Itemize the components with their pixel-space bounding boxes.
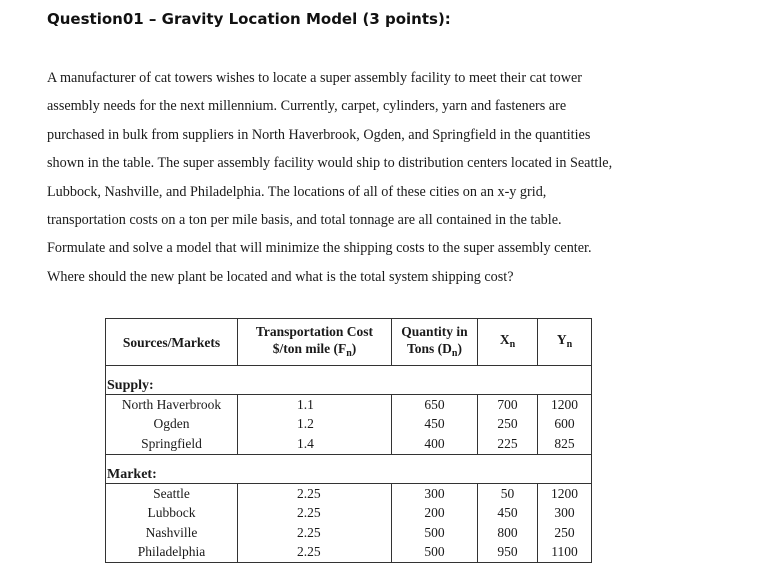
data-table <box>105 318 592 563</box>
qty-cell: 500 <box>392 523 478 543</box>
x-cell: 800 <box>478 523 538 543</box>
supply-label: Supply: <box>106 366 592 395</box>
problem-statement <box>47 64 687 291</box>
header-quantity: Quantity in Tons $(D_n)$ <box>392 319 478 366</box>
problem-line: purchased in bulk from suppliers in North Haverbrook, Ogden, and Springfield in the quantities <box>47 126 591 143</box>
market-name: Seattle <box>106 483 238 503</box>
question-title: Question01 – Gravity Location Model (3 points): <box>47 10 451 28</box>
table-row <box>106 543 592 563</box>
cost-cell: 2.25 <box>238 543 392 563</box>
market-label: Market: <box>106 454 592 483</box>
x-cell: 700 <box>478 395 538 415</box>
x-cell: 450 <box>478 503 538 523</box>
x-cell: 50 <box>478 483 538 503</box>
source-name: North Haverbrook <box>106 395 238 415</box>
problem-line: Lubbock, Nashville, and Philadelphia. The locations of all of these cities on an x-y grid, <box>47 183 547 200</box>
header-transport-cost: Transportation Cost $/ton mile $(F_n)$ <box>238 319 392 366</box>
problem-line: assembly needs for the next millennium. Currently, carpet, cylinders, yarn and fasteners are <box>47 98 567 115</box>
cost-cell: 1.4 <box>238 434 392 454</box>
header-xn: $X_n$ <box>478 319 538 366</box>
market-name: Nashville <box>106 523 238 543</box>
market-name: Philadelphia <box>106 543 238 563</box>
header-yn: $Y_n$ <box>538 319 592 366</box>
y-cell: 1100 <box>538 543 592 563</box>
market-name: Lubbock <box>106 503 238 523</box>
y-cell: 300 <box>538 503 592 523</box>
qty-cell: 200 <box>392 503 478 523</box>
cost-cell: 2.25 <box>238 503 392 523</box>
cost-cell: 1.2 <box>238 415 392 435</box>
table-row <box>106 434 592 454</box>
qty-cell: 450 <box>392 415 478 435</box>
table-row <box>106 503 592 523</box>
y-cell: 1200 <box>538 483 592 503</box>
cost-cell: 2.25 <box>238 523 392 543</box>
x-cell: 225 <box>478 434 538 454</box>
source-name: Springfield <box>106 434 238 454</box>
problem-line: A manufacturer of cat towers wishes to locate a super assembly facility to meet their cat tower <box>47 70 582 86</box>
problem-line: transportation costs on a ton per mile basis, and total tonnage are all contained in the table. <box>47 212 562 229</box>
y-cell: 250 <box>538 523 592 543</box>
y-cell: 1200 <box>538 395 592 415</box>
source-name: Ogden <box>106 415 238 435</box>
table-header-row <box>106 319 592 366</box>
qty-cell: 500 <box>392 543 478 563</box>
header-sources: Sources/Markets <box>106 319 238 366</box>
table-row <box>106 395 592 415</box>
cost-cell: 1.1 <box>238 395 392 415</box>
market-section-row <box>106 454 592 483</box>
problem-line: shown in the table. The super assembly facility would ship to distribution centers located in Seattle, <box>47 155 613 172</box>
problem-line: Formulate and solve a model that will minimize the shipping costs to the super assembly center. <box>47 240 592 257</box>
qty-cell: 300 <box>392 483 478 503</box>
x-cell: 950 <box>478 543 538 563</box>
table-row <box>106 523 592 543</box>
problem-line: Where should the new plant be located and what is the total system shipping cost? <box>47 268 514 285</box>
table-row <box>106 483 592 503</box>
x-cell: 250 <box>478 415 538 435</box>
table-row <box>106 415 592 435</box>
qty-cell: 400 <box>392 434 478 454</box>
supply-section-row <box>106 366 592 395</box>
cost-cell: 2.25 <box>238 483 392 503</box>
y-cell: 600 <box>538 415 592 435</box>
y-cell: 825 <box>538 434 592 454</box>
qty-cell: 650 <box>392 395 478 415</box>
